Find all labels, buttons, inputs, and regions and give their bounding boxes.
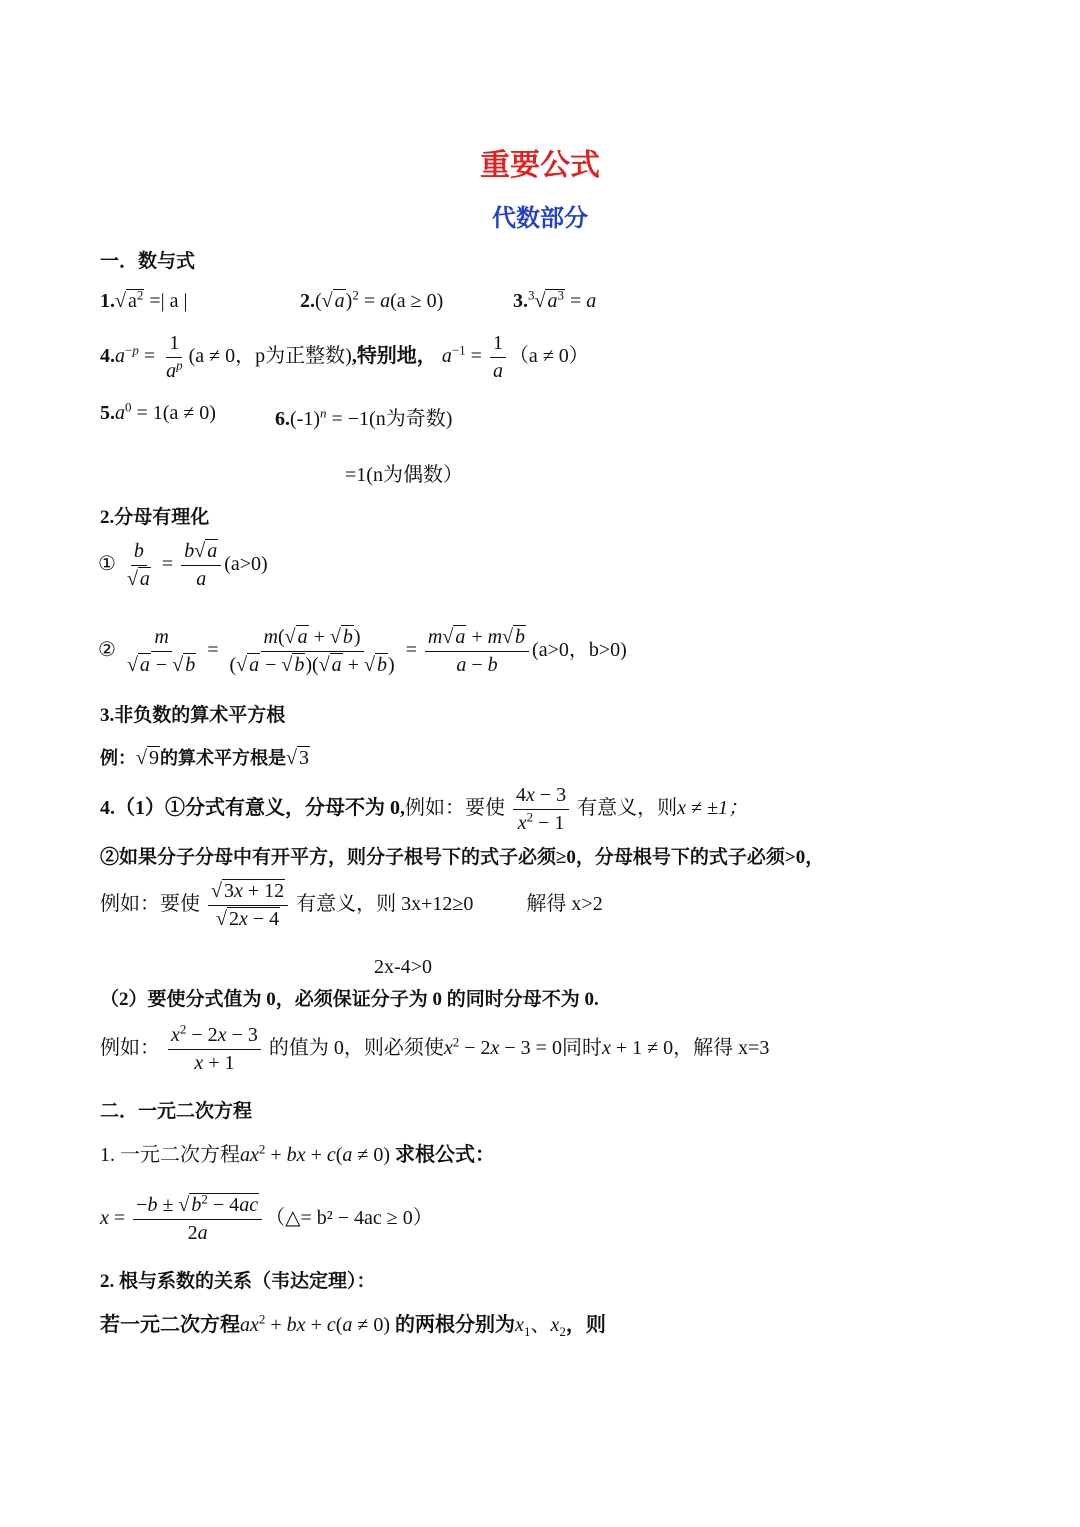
sqrt-example: 例：√ 9的算术平方根是√ 3 [100,747,309,769]
page-title: 重要公式 [480,148,600,183]
section-heading-numbers: 一．数与式 [100,251,196,272]
fraction-meaning-example: 例如：要使 $\frac{√ 3x + 12}{√ 2x - 4}$ 有意义，则 3x+12≥0 解得 x>2 [100,880,603,930]
fraction-meaning-1: 4.（1）①分式有意义，分母不为 0,例如：要使 $\frac{4x - 3}{x^2 - 1}$ 有意义，则x ≠ ±1； [100,784,749,834]
fraction-meaning-example-line-2: 2x-4>0 [374,956,432,978]
rationalize-formula-2: ② $\frac{m}{√ a - √ b}$ = $\frac{m(√ a + √ b)}{(√ a - √ b)(√ a + √ b)}$ = $\frac{m√ a + m√ b}{a - b}$ (a>0，b>0) [98,626,627,676]
rationalize-formula-1: ① $\frac{b}{√ a}$ = $\frac{b√ a}{a}$ (a>0) [98,540,268,590]
section-heading-sqrt: 3.非负数的算术平方根 [100,705,286,726]
quadratic-formula-intro: 1. 一元二次方程$ax^2$ + bx + c(a ≠ 0) 求根公式： [100,1141,496,1166]
formula-6-line-2: =1(n为偶数） [345,464,463,486]
section-heading-rationalize: 2.分母有理化 [100,507,210,528]
fraction-meaning-2: ②如果分子分母中有开平方，则分子根号下的式子必须≥0，分母根号下的式子必须>0， [100,847,825,868]
fraction-zero-example: 例如： $\frac{x^2 - 2x - 3}{x + 1}$ 的值为 0，则必须使$x^2 - 2x - 3 = 0$同时x + 1 ≠ 0，解得 x=3 [100,1021,770,1074]
formula-3: 3.$^3$√ $a^3 = a$ [513,287,597,312]
formula-5: $5.a^0 = 1(a \ne 0)$ [100,399,216,424]
page-subtitle: 代数部分 [492,204,588,232]
formula-6: $6.(-1)^n = -1(n$为奇数) [275,405,453,430]
vieta-statement: 若一元二次方程$ax^2$ + bx + c(a ≠ 0) 的两根分别为$x_1$、$x_2$，则 [100,1311,606,1339]
section-heading-quadratic: 二．一元二次方程 [100,1101,253,1122]
vieta-heading: 2. 根与系数的关系（韦达定理）： [100,1271,376,1292]
formula-1: 1.√ $a^2$ =| a | [100,287,188,312]
quadratic-formula: x = $\frac{-b \pm √ b^2 - 4ac}{2a}$ （△= b² − 4ac ≥ 0） [100,1191,433,1244]
fraction-zero-rule: （2）要使分式值为 0，必须保证分子为 0 的同时分母不为 0. [100,989,599,1010]
formula-2: 2.(√ a)$^2$ = a(a ≥ 0) [300,287,444,312]
formula-4: $4.a^{-p}$ = $\frac{1}{a^p}$ (a ≠ 0，p为正整数),特别地， $a^{-1}$ = $\frac{1}{a}$ （a ≠ 0） [100,332,589,382]
